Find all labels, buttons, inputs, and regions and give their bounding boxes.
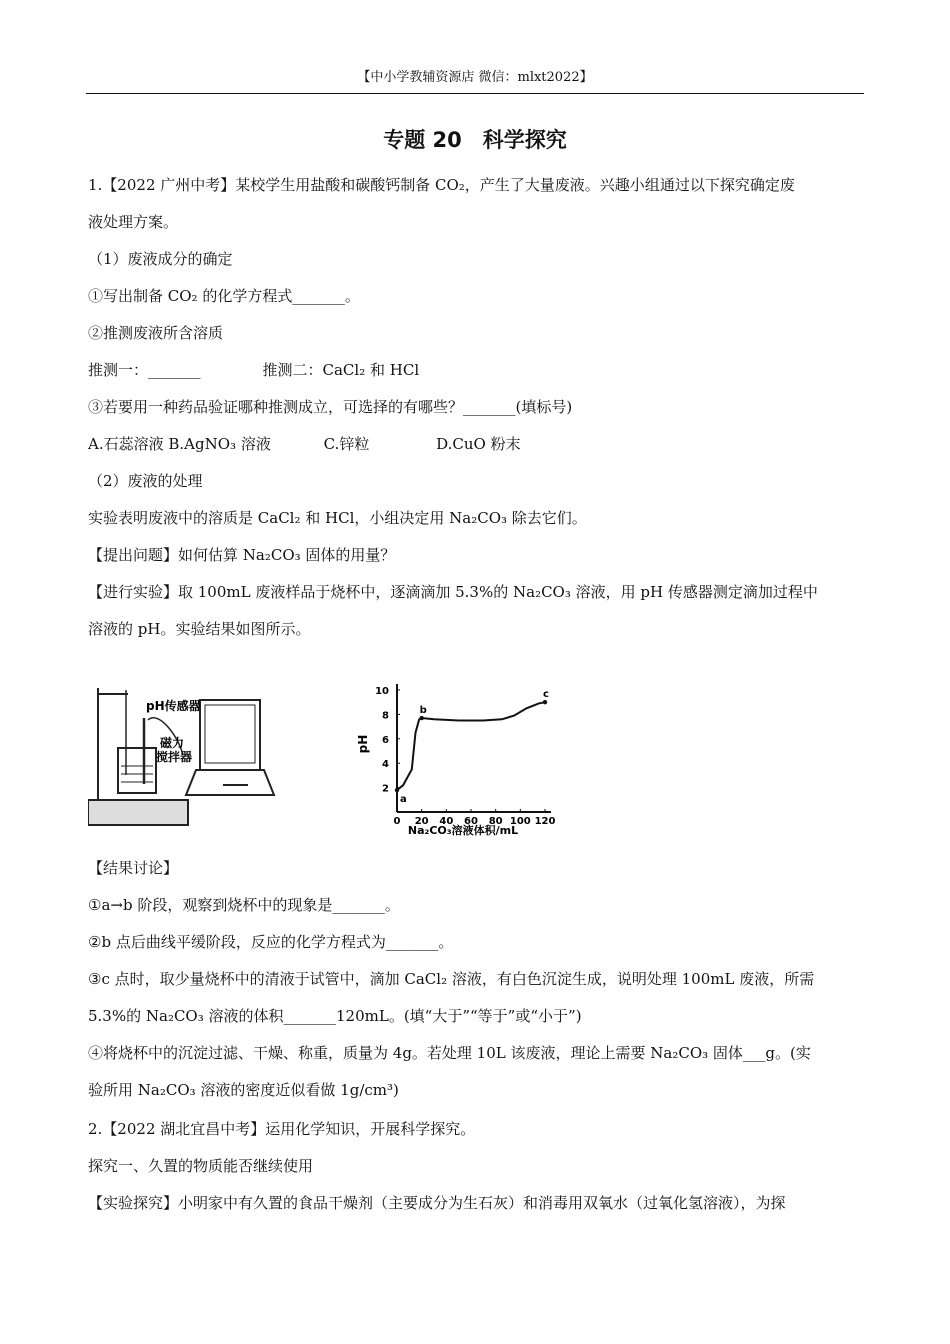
laptop-keyboard xyxy=(186,770,274,795)
q1-item3: ③若要用一种药品验证哪种推测成立，可选择的有哪些？_______(填标号) xyxy=(88,398,573,416)
q1-part1-heading: （1）废液成分的确定 xyxy=(88,250,233,268)
option-c: C.锌粒 xyxy=(323,435,370,453)
chart-y-tick-label: 8 xyxy=(382,710,389,722)
q1-question: 【提出问题】如何估算 Na₂CO₃ 固体的用量？ xyxy=(88,546,396,564)
chart-y-tick-label: 6 xyxy=(382,734,389,746)
q1-d4-line1: ④将烧杯中的沉淀过滤、干燥、称重，质量为 4g。若处理 10L 该废液，理论上需要 Na₂CO₃ 固体___g。(实 xyxy=(88,1044,811,1062)
q1-intro-line2: 液处理方案。 xyxy=(88,213,179,231)
stand-base xyxy=(88,800,188,825)
laptop-screen xyxy=(200,700,260,770)
page-title: 专题 20 科学探究 xyxy=(383,128,567,152)
q1-guesses xyxy=(88,359,419,380)
q1-d3-line2: 5.3%的 Na₂CO₃ 溶液的体积_______120mL。(填“大于”“等于”或“小于”) xyxy=(88,1007,582,1025)
stirrer-label-2: 搅拌器 xyxy=(156,750,193,764)
chart-x-axis-label: Na₂CO₃溶液体积/mL xyxy=(407,824,519,837)
option-b: B.AgNO₃ 溶液 xyxy=(168,435,271,453)
chart-point-c xyxy=(543,700,547,704)
q2-experiment-line1: 【实验探究】小明家中有久置的食品干燥剂（主要成分为生石灰）和消毒用双氧水（过氧化氢溶液），为探 xyxy=(88,1194,786,1212)
chart-x-tick-label: 120 xyxy=(534,816,556,827)
guess-one: 推测一：_______ xyxy=(88,361,201,379)
chart-x-tick-label: 80 xyxy=(488,816,503,827)
chart-x-tick-label: 60 xyxy=(464,816,478,827)
chart-point-b xyxy=(419,716,423,720)
chart-point-label-b: b xyxy=(419,705,427,717)
q2-explore1: 探究一、久置的物质能否继续使用 xyxy=(88,1157,314,1175)
q1-experiment-line1: 【进行实验】取 100mL 废液样品于烧杯中，逐滴滴加 5.3%的 Na₂CO₃ 溶液，用 pH 传感器测定滴加过程中 xyxy=(88,583,818,601)
q1-item1: ①写出制备 CO₂ 的化学方程式_______。 xyxy=(88,287,360,305)
option-a: A.石蕊溶液 xyxy=(88,435,164,453)
beaker xyxy=(118,748,156,793)
q1-d2: ②b 点后曲线平缓阶段，反应的化学方程式为_______。 xyxy=(88,933,454,951)
chart-x-tick-label: 0 xyxy=(393,816,401,827)
apparatus-figure xyxy=(88,680,288,830)
q1-d3-line1: ③c 点时，取少量烧杯中的清液于试管中，滴加 CaCl₂ 溶液，有白色沉淀生成，说明处理 100mL 废液，所需 xyxy=(88,970,815,988)
chart-y-tick-label: 10 xyxy=(375,686,389,697)
chart-point-label-c: c xyxy=(543,689,549,701)
chart-x-tick-label: 40 xyxy=(439,816,454,827)
q1-intro-line1: 1.【2022 广州中考】某校学生用盐酸和碳酸钙制备 CO₂，产生了大量废液。兴趣小组通过以下探究确定废 xyxy=(88,176,795,194)
chart-y-tick-label: 4 xyxy=(382,759,389,771)
chart-x-tick-label: 20 xyxy=(414,816,429,827)
chart-point-a xyxy=(395,788,399,792)
ph-chart xyxy=(355,672,565,842)
q1-item2: ②推测废液所含溶质 xyxy=(88,324,224,342)
q1-experiment-line2: 溶液的 pH。实验结果如图所示。 xyxy=(88,620,311,638)
q1-discussion-heading: 【结果讨论】 xyxy=(88,859,179,877)
chart-point-label-a: a xyxy=(400,794,407,806)
q1-d4-line2: 验所用 Na₂CO₃ 溶液的密度近似看做 1g/cm³) xyxy=(88,1081,399,1099)
chart-y-tick-label: 2 xyxy=(382,783,389,795)
page-header: 【中小学教辅资源店 微信：mlxt2022】 xyxy=(86,66,864,94)
stirrer-label-1: 磁力 xyxy=(160,736,185,750)
q1-options xyxy=(88,433,521,454)
q1-part2-heading: （2）废液的处理 xyxy=(88,472,203,490)
q2-intro: 2.【2022 湖北宜昌中考】运用化学知识，开展科学探究。 xyxy=(88,1120,476,1138)
q1-d1: ①a→b 阶段，观察到烧杯中的现象是_______。 xyxy=(88,896,400,914)
q1-result: 实验表明废液中的溶质是 CaCl₂ 和 HCl，小组决定用 Na₂CO₃ 除去它们。 xyxy=(88,509,587,527)
chart-y-axis-label: pH xyxy=(356,734,370,754)
sensor-label: pH传感器 xyxy=(146,699,201,713)
chart-x-tick-label: 100 xyxy=(509,816,531,827)
guess-two: 推测二：CaCl₂ 和 HCl xyxy=(262,361,420,379)
option-d: D.CuO 粉末 xyxy=(436,435,521,453)
